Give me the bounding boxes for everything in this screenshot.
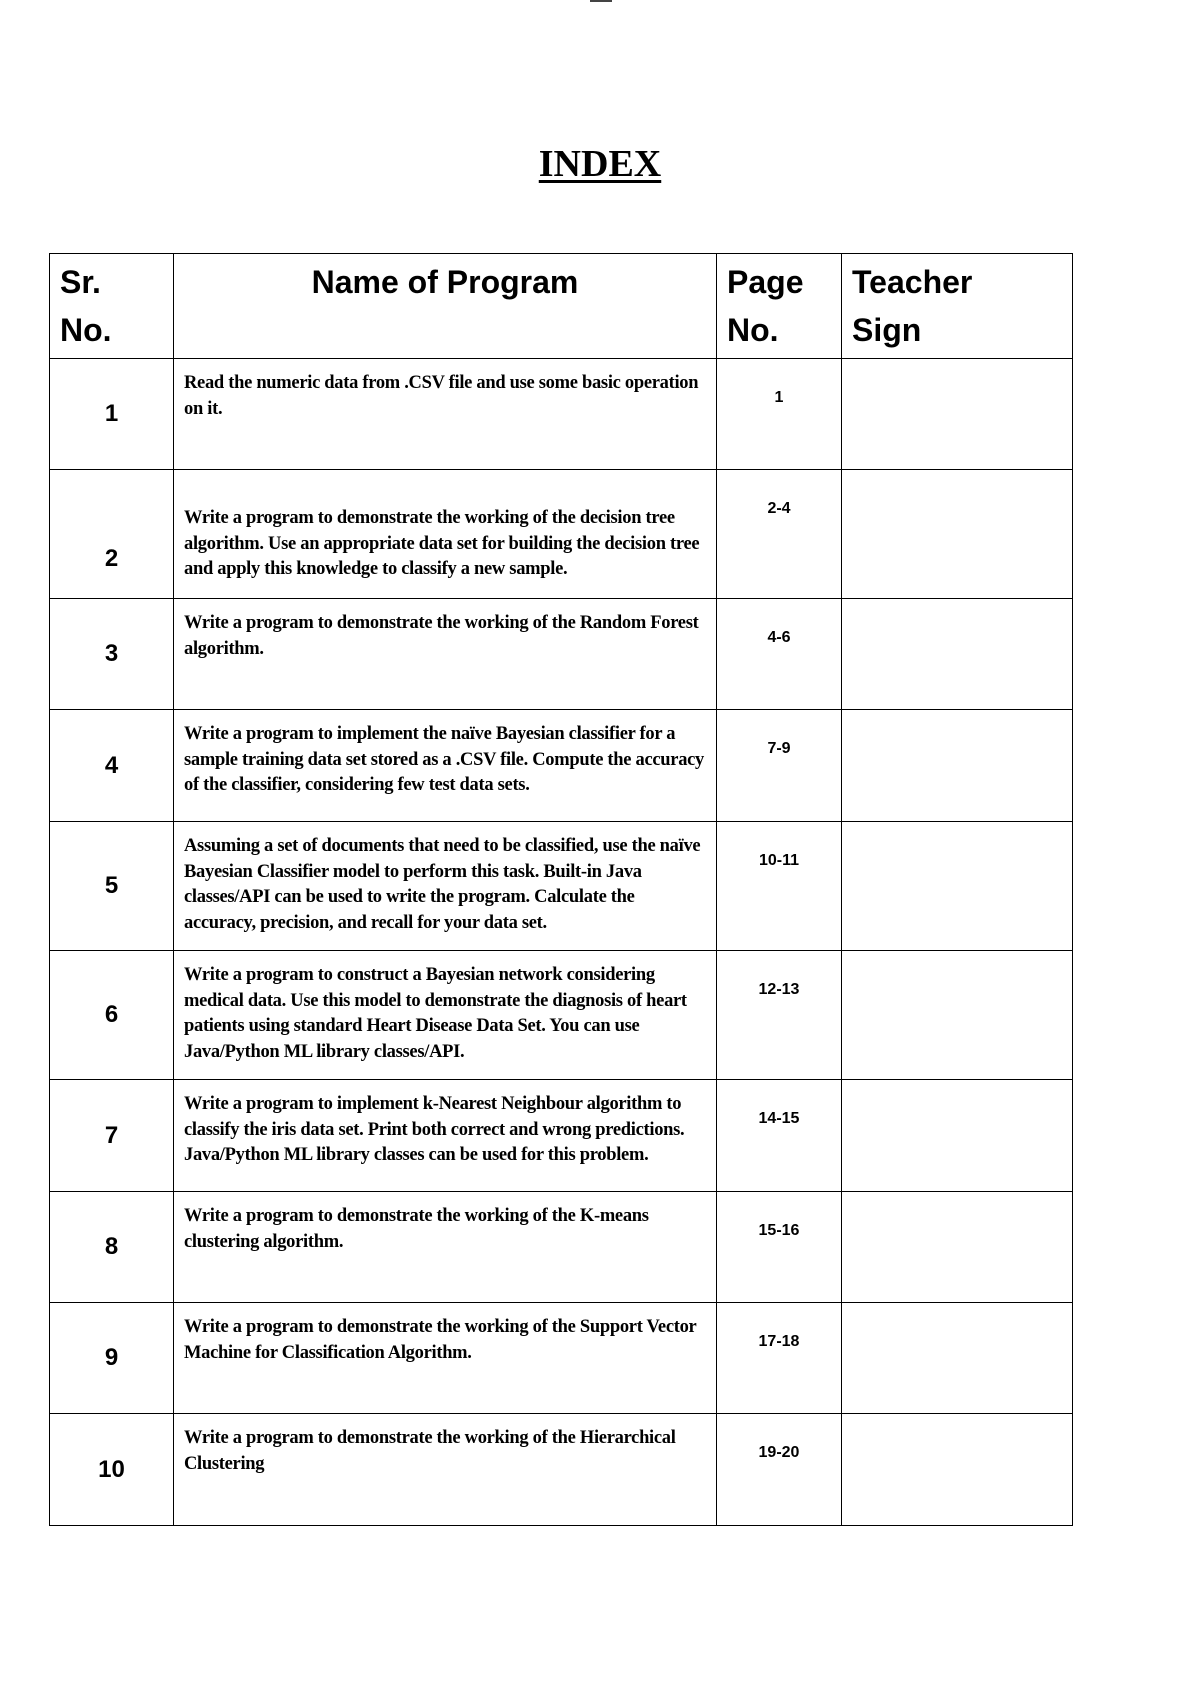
index-table — [49, 253, 1073, 1526]
teacher-sign-cell — [842, 1192, 1073, 1303]
sr-no-cell: 7 — [50, 1080, 174, 1192]
page-no-cell: 7-9 — [717, 710, 842, 822]
header-name-of-program: Name of Program — [174, 254, 717, 359]
header-row — [50, 254, 1073, 359]
page-no-cell: 1 — [717, 359, 842, 470]
program-name-cell: Assuming a set of documents that need to be classified, use the naïve Bayesian Classifier model to perform this task. Built-in Java classes/API can be used to write the program. Calculate the accuracy, precision, and recall for your data set. — [174, 822, 717, 951]
teacher-sign-cell — [842, 470, 1073, 599]
teacher-sign-cell — [842, 822, 1073, 951]
table-row — [50, 1414, 1073, 1526]
program-name-cell: Write a program to construct a Bayesian network considering medical data. Use this model to demonstrate the diagnosis of heart patients using standard Heart Disease Data Set. You can use Java/Python ML library classes/API. — [174, 951, 717, 1080]
sr-no-cell: 9 — [50, 1303, 174, 1414]
table-row — [50, 822, 1073, 951]
table-row — [50, 470, 1073, 599]
table-row — [50, 1080, 1073, 1192]
page-no-cell: 14-15 — [717, 1080, 842, 1192]
table-row — [50, 359, 1073, 470]
sr-no-cell: 1 — [50, 359, 174, 470]
table-row — [50, 1303, 1073, 1414]
page-no-cell: 4-6 — [717, 599, 842, 710]
program-name-cell: Write a program to demonstrate the working of the decision tree algorithm. Use an appropriate data set for building the decision tree and apply this knowledge to classify a new sample. — [174, 470, 717, 599]
page-no-cell: 19-20 — [717, 1414, 842, 1526]
sr-no-cell: 4 — [50, 710, 174, 822]
program-name-cell: Write a program to demonstrate the working of the Random Forest algorithm. — [174, 599, 717, 710]
sr-no-cell: 8 — [50, 1192, 174, 1303]
table-row — [50, 599, 1073, 710]
header-page-no: Page No. — [717, 254, 842, 359]
page-no-cell: 2-4 — [717, 470, 842, 599]
program-name-cell: Write a program to implement k-Nearest Neighbour algorithm to classify the iris data set. Print both correct and wrong predictions. Java/Python ML library classes can be used for this problem. — [174, 1080, 717, 1192]
header-teacher-sign: Teacher Sign — [842, 254, 1073, 359]
program-name-cell: Write a program to demonstrate the working of the Hierarchical Clustering — [174, 1414, 717, 1526]
sr-no-cell: 6 — [50, 951, 174, 1080]
teacher-sign-cell — [842, 359, 1073, 470]
table-row — [50, 710, 1073, 822]
program-name-cell: Write a program to demonstrate the working of the K-means clustering algorithm. — [174, 1192, 717, 1303]
page-title: INDEX — [538, 143, 662, 185]
teacher-sign-cell — [842, 599, 1073, 710]
page-no-cell: 12-13 — [717, 951, 842, 1080]
page-top-mark — [590, 0, 612, 5]
page-no-cell: 17-18 — [717, 1303, 842, 1414]
teacher-sign-cell — [842, 1414, 1073, 1526]
program-name-cell: Read the numeric data from .CSV file and use some basic operation on it. — [174, 359, 717, 470]
table-row — [50, 951, 1073, 1080]
sr-no-cell: 3 — [50, 599, 174, 710]
program-name-cell: Write a program to implement the naïve Bayesian classifier for a sample training data set stored as a .CSV file. Compute the accuracy of the classifier, considering few test data sets. — [174, 710, 717, 822]
sr-no-cell: 10 — [50, 1414, 174, 1526]
teacher-sign-cell — [842, 710, 1073, 822]
table-row — [50, 1192, 1073, 1303]
teacher-sign-cell — [842, 951, 1073, 1080]
teacher-sign-cell — [842, 1080, 1073, 1192]
program-name-cell: Write a program to demonstrate the working of the Support Vector Machine for Classification Algorithm. — [174, 1303, 717, 1414]
page-no-cell: 10-11 — [717, 822, 842, 951]
teacher-sign-cell — [842, 1303, 1073, 1414]
page-no-cell: 15-16 — [717, 1192, 842, 1303]
header-sr-no: Sr. No. — [50, 254, 174, 359]
sr-no-cell: 5 — [50, 822, 174, 951]
sr-no-cell: 2 — [50, 470, 174, 599]
